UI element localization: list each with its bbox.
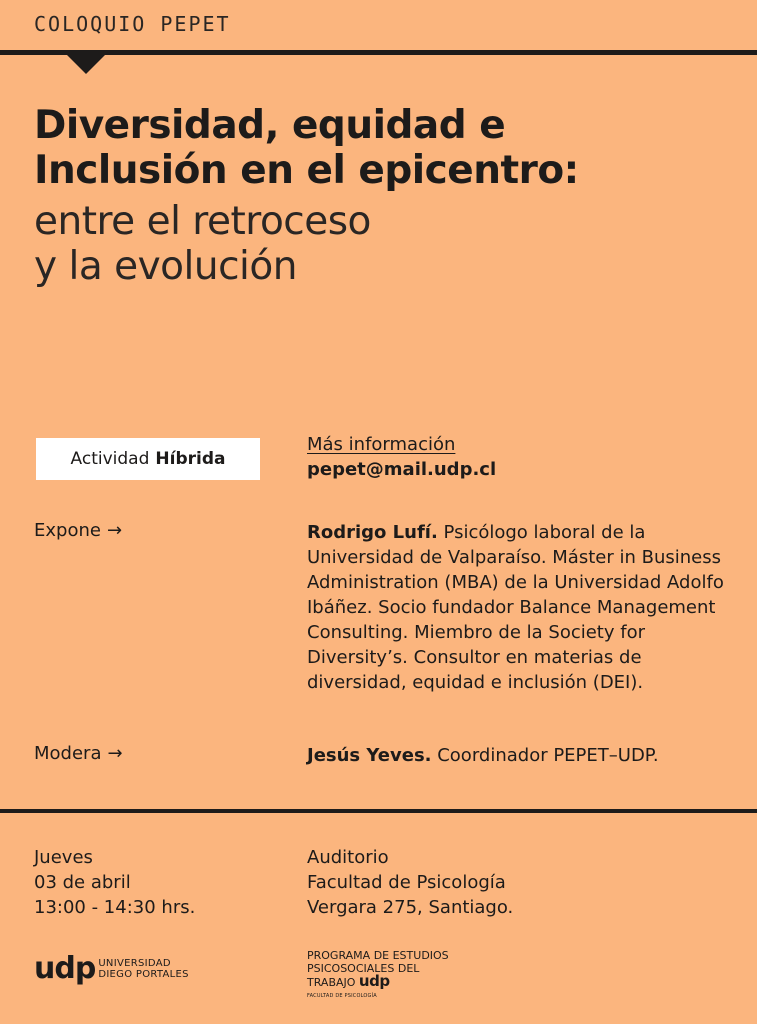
contact-email[interactable]: pepet@mail.udp.cl: [307, 459, 497, 480]
udp-logo-text: [98, 958, 189, 980]
activity-mode: Híbrida: [155, 449, 226, 469]
pepet-logo-faculty: FACULTAD DE PSICOLOGÍA: [307, 993, 377, 999]
pepet-logo-line-1: PROGRAMA DE ESTUDIOS: [307, 949, 449, 962]
event-series-label: COLOQUIO PEPET: [34, 12, 231, 36]
event-title: [34, 103, 724, 193]
speaker-label: [34, 520, 122, 541]
speaker-label-text: Expone: [34, 520, 101, 541]
activity-prefix: Actividad: [70, 449, 150, 469]
pepet-logo-udp: udp: [358, 972, 390, 990]
section-divider: [0, 809, 757, 813]
pepet-logo-line-3: [307, 972, 449, 990]
arrow-right-icon: →: [106, 520, 123, 541]
venue-address: Vergara 275, Santiago.: [307, 897, 514, 918]
moderator-label: [34, 743, 123, 764]
speaker-name: Rodrigo Lufí.: [307, 522, 438, 543]
title-line-4: y la evolución: [34, 244, 297, 289]
udp-wordmark: udp: [34, 951, 96, 986]
top-divider: [0, 50, 757, 55]
schedule-block: [34, 845, 195, 920]
title-line-1: Diversidad, equidad e: [34, 103, 506, 148]
event-date: 03 de abril: [34, 872, 131, 893]
title-line-3: entre el retroceso: [34, 199, 371, 244]
speaker-bio: [307, 520, 727, 695]
moderator-label-text: Modera: [34, 743, 102, 764]
event-day: Jueves: [34, 847, 93, 868]
pepet-logo-trabajo: TRABAJO: [307, 976, 356, 989]
event-subtitle: [34, 199, 724, 289]
speaker-description: Psicólogo laboral de la Universidad de Valparaíso. Máster in Business Administration (MBA) de la Universidad Adolfo Ibáñez. Socio fundador Balance Management Consulting. Miembro de la Society for Diversity’s. Consultor en materias de diversidad, equidad e inclusión (DEI).: [307, 522, 724, 693]
venue-faculty: Facultad de Psicología: [307, 872, 506, 893]
divider-notch: [64, 52, 108, 74]
arrow-right-icon: →: [107, 743, 123, 764]
more-info-link[interactable]: Más información: [307, 434, 456, 455]
udp-logo: [34, 951, 189, 986]
moderator-role: Coordinador PEPET–UDP.: [431, 745, 659, 766]
pepet-logo-line-2: PSICOSOCIALES DEL: [307, 962, 420, 975]
moderator-name: Jesús Yeves.: [307, 745, 432, 766]
pepet-logo: [307, 949, 449, 1003]
title-line-2: Inclusión en el epicentro:: [34, 148, 579, 193]
venue-name: Auditorio: [307, 847, 389, 868]
moderator-info: [307, 743, 727, 768]
event-time: 13:00 - 14:30 hrs.: [34, 897, 196, 918]
udp-logo-line-1: UNIVERSIDAD: [98, 958, 171, 969]
udp-logo-line-2: DIEGO PORTALES: [98, 969, 189, 980]
location-block: [307, 845, 513, 920]
activity-mode-badge: [36, 438, 260, 480]
